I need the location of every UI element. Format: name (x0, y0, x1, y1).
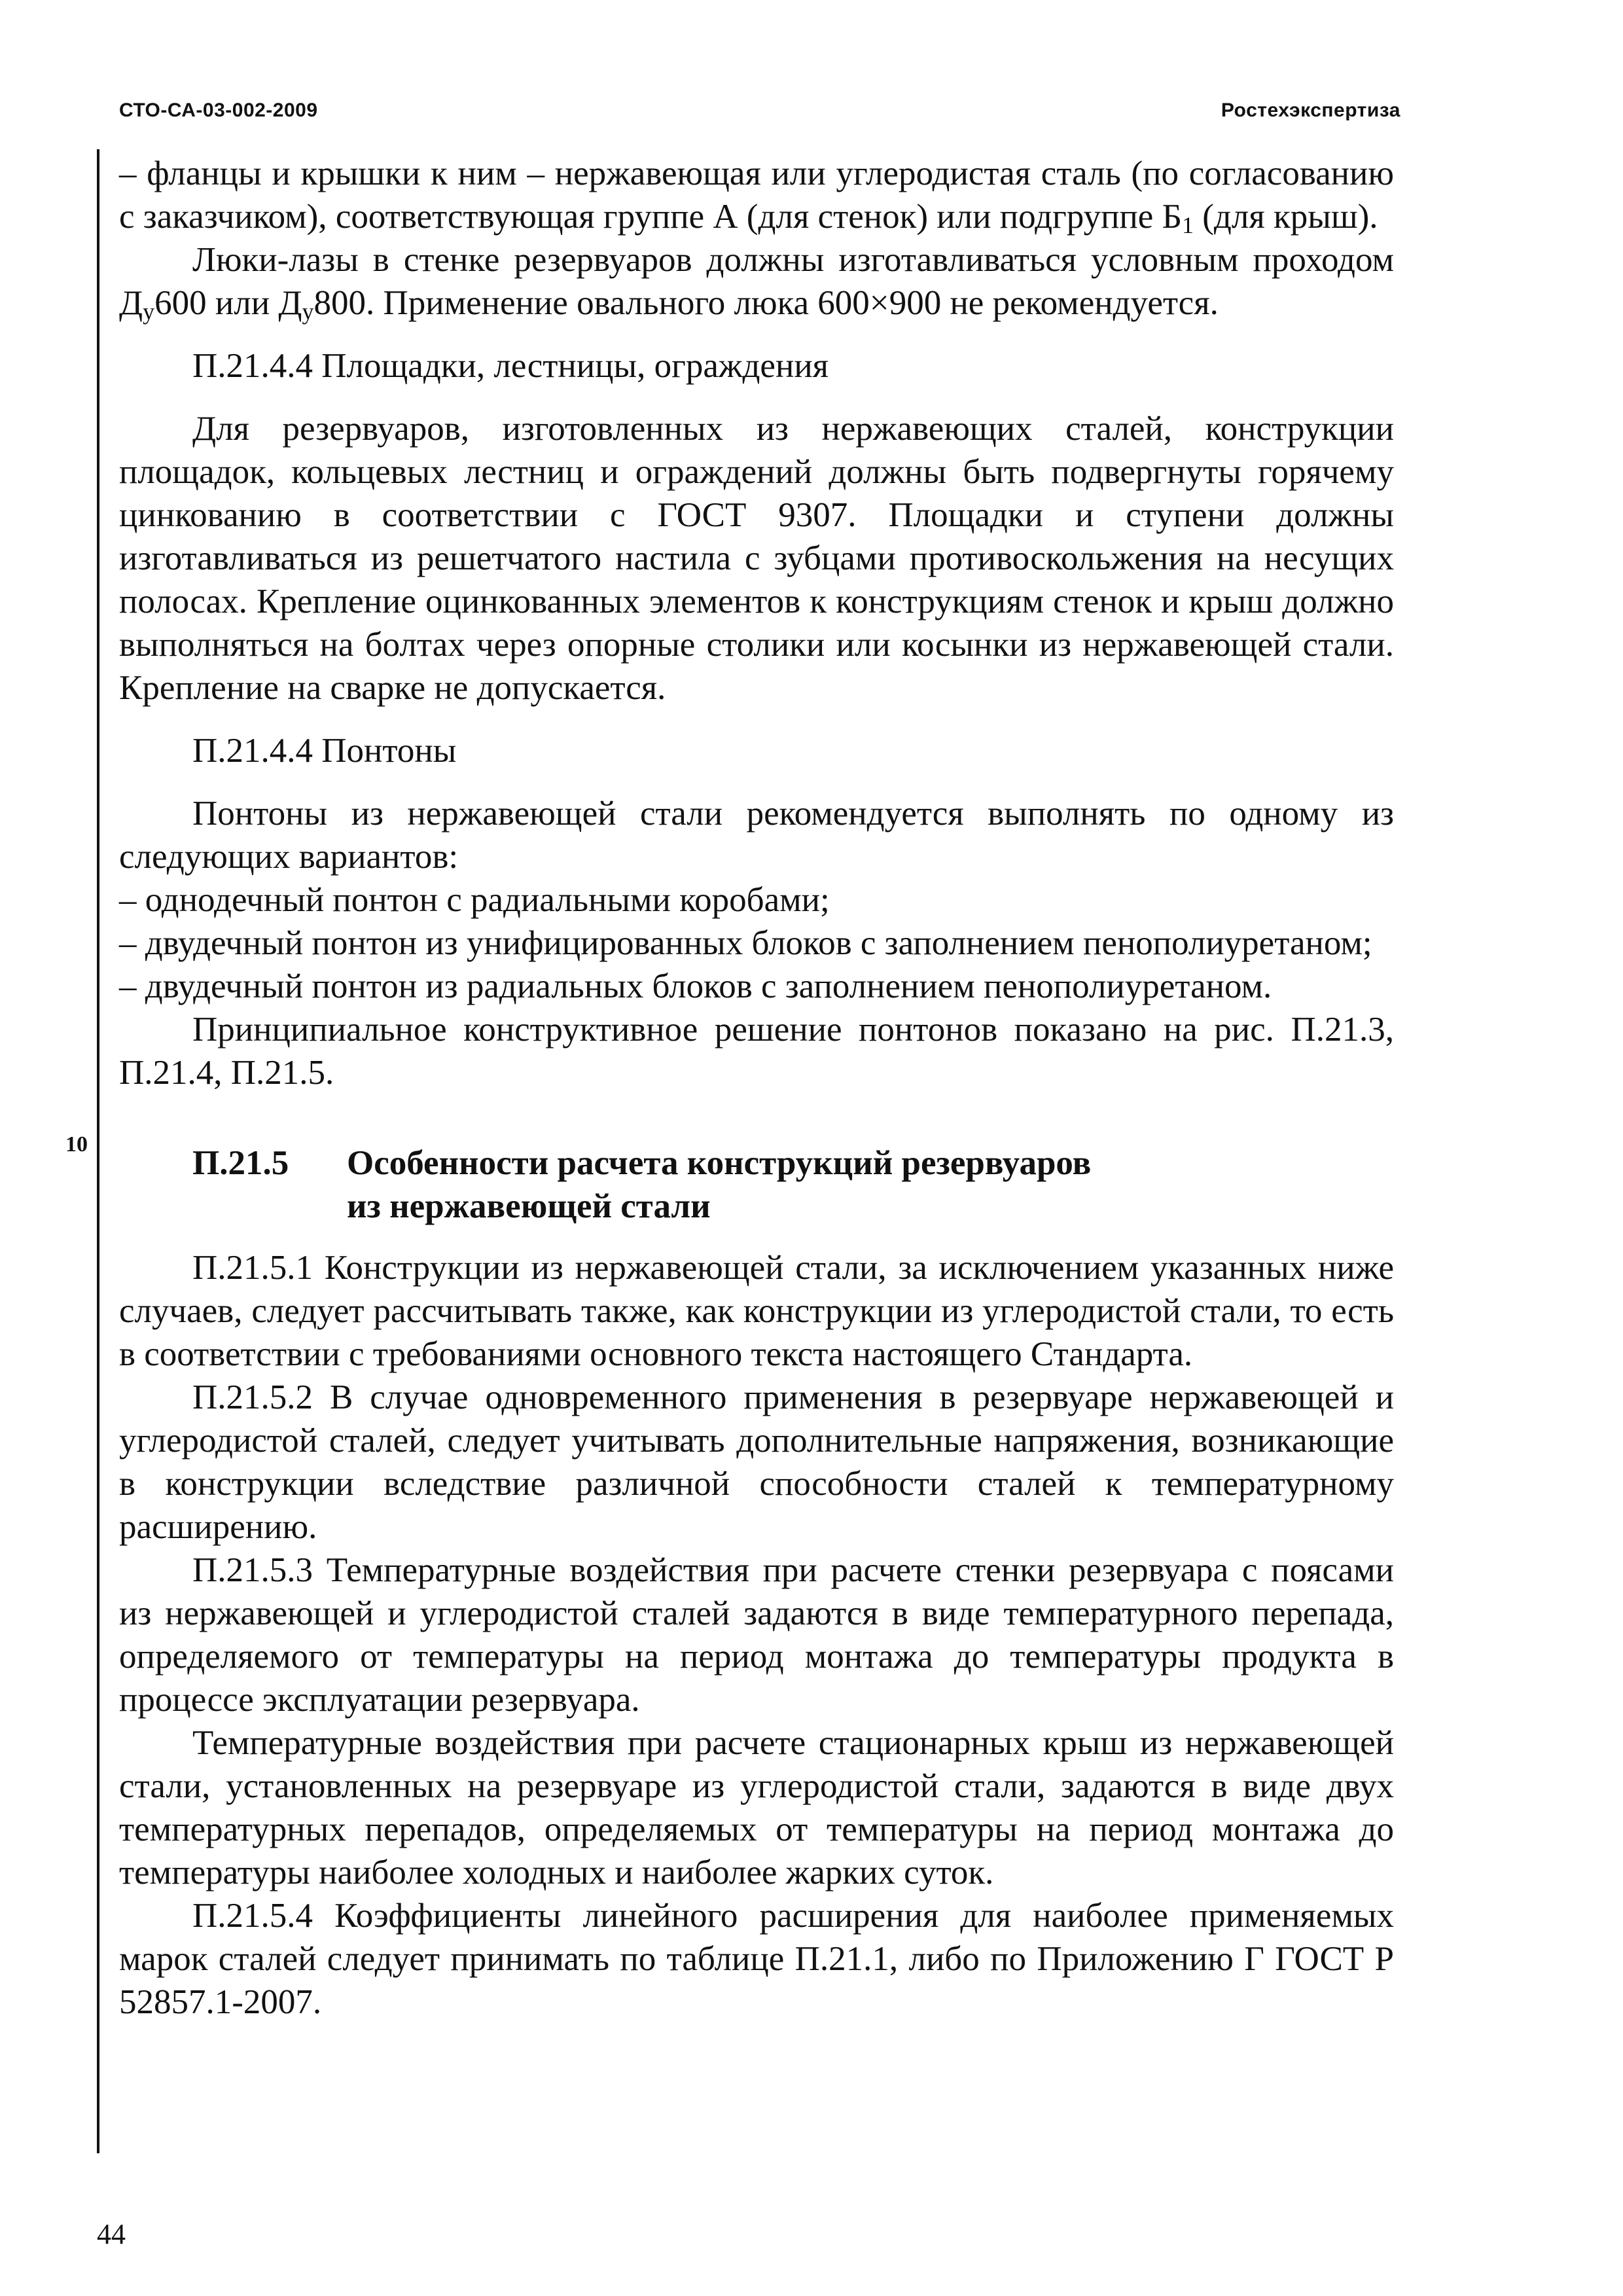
header-publisher: Ростехэкспертиза (1221, 99, 1400, 121)
subheading-platforms: П.21.4.4 Площадки, лестницы, ограждения (192, 347, 829, 385)
paragraph-roof-temperature: Температурные воздействия при расчете стационарных крыш из нержавеющей стали, установленных на резервуаре из углеродистой стали, задаются в виде двух температурных перепадов, определяемых от температуры на период монтажа до температуры наиболее холодных и наиболее жарких суток. (119, 1724, 1394, 1892)
paragraph-flanges: – фланцы и крышки к ним – нержавеющая или углеродистая сталь (по согласованию с заказчиком), соответствующая группе А (для стенок) или подгруппе $Б_1$ (для крыш). (119, 154, 1394, 238)
paragraph-21-5-3: П.21.5.3 Температурные воздействия при расчете стенки резервуара с поясами из нержавеющей и углеродистой сталей задаются в виде температурного перепада, определяемого от температуры на период монтажа до температуры продукта в процессе эксплуатации резервуара. (119, 1551, 1394, 1719)
list-item: – двудечный понтон из радиальных блоков с заполнением пенополиуретаном. (119, 967, 1272, 1005)
margin-change-number: 10 (65, 1132, 88, 1157)
change-bar (97, 149, 99, 2153)
paragraph-pontoon-figures: Принципиальное конструктивное решение понтонов показано на рис. П.21.3, П.21.4, П.21.5. (119, 1011, 1394, 1092)
subheading-pontoons: П.21.4.4 Понтоны (192, 732, 457, 770)
paragraph-platforms: Для резервуаров, изготовленных из нержавеющих сталей, конструкции площадок, кольцевых лестниц и ограждений должны быть подвергнуты горячему цинкованию в соответствии с ГОСТ 9307. Площадки и ступени должны изготавливаться из решетчатого настила с зубцами противоскольжения на несущих полосах. Крепление оцинкованных элементов к конструкциям стенок и крыш должно выполняться на болтах через опорные столики или косынки из нержавеющей стали. Крепление на сварке не допускается. (119, 410, 1394, 707)
header-doc-code: СТО-СА-03-002-2009 (119, 99, 318, 121)
list-item: – двудечный понтон из унифицированных блоков с заполнением пенополиуретаном; (119, 924, 1372, 962)
list-item: – однодечный понтон с радиальными коробами; (119, 881, 830, 919)
section-number: П.21.5 (192, 1144, 289, 1182)
paragraph-21-5-4: П.21.5.4 Коэффициенты линейного расширения для наиболее применяемых марок сталей следует принимать по таблице П.21.1, либо по Приложению Г ГОСТ Р 52857.1-2007. (119, 1897, 1394, 2021)
section-title: Особенности расчета конструкций резервуаров из нержавеющей стали (347, 1144, 1092, 1225)
document-body (119, 152, 1394, 2024)
section-heading (119, 1141, 1394, 1228)
paragraph-pontoons: Понтоны из нержавеющей стали рекомендуется выполнять по одному из следующих вариантов: (119, 795, 1394, 876)
paragraph-21-5-1: П.21.5.1 Конструкции из нержавеющей стали, за исключением указанных ниже случаев, следует рассчитывать также, как конструкции из углеродистой стали, то есть в соответствии с требованиями основного текста настоящего Стандарта. (119, 1249, 1394, 1373)
paragraph-manholes: Люки-лазы в стенке резервуаров должны изготавливаться условным проходом $Д_у600$ или $Д_у800$. Применение овального люка 600×900 не рекомендуется. (119, 241, 1394, 325)
paragraph-21-5-2: П.21.5.2 В случае одновременного применения в резервуаре нержавеющей и углеродистой сталей, следует учитывать дополнительные напряжения, возникающие в конструкции вследствие различной способности сталей к температурному расширению. (119, 1378, 1394, 1546)
page-number: 44 (97, 2218, 126, 2250)
